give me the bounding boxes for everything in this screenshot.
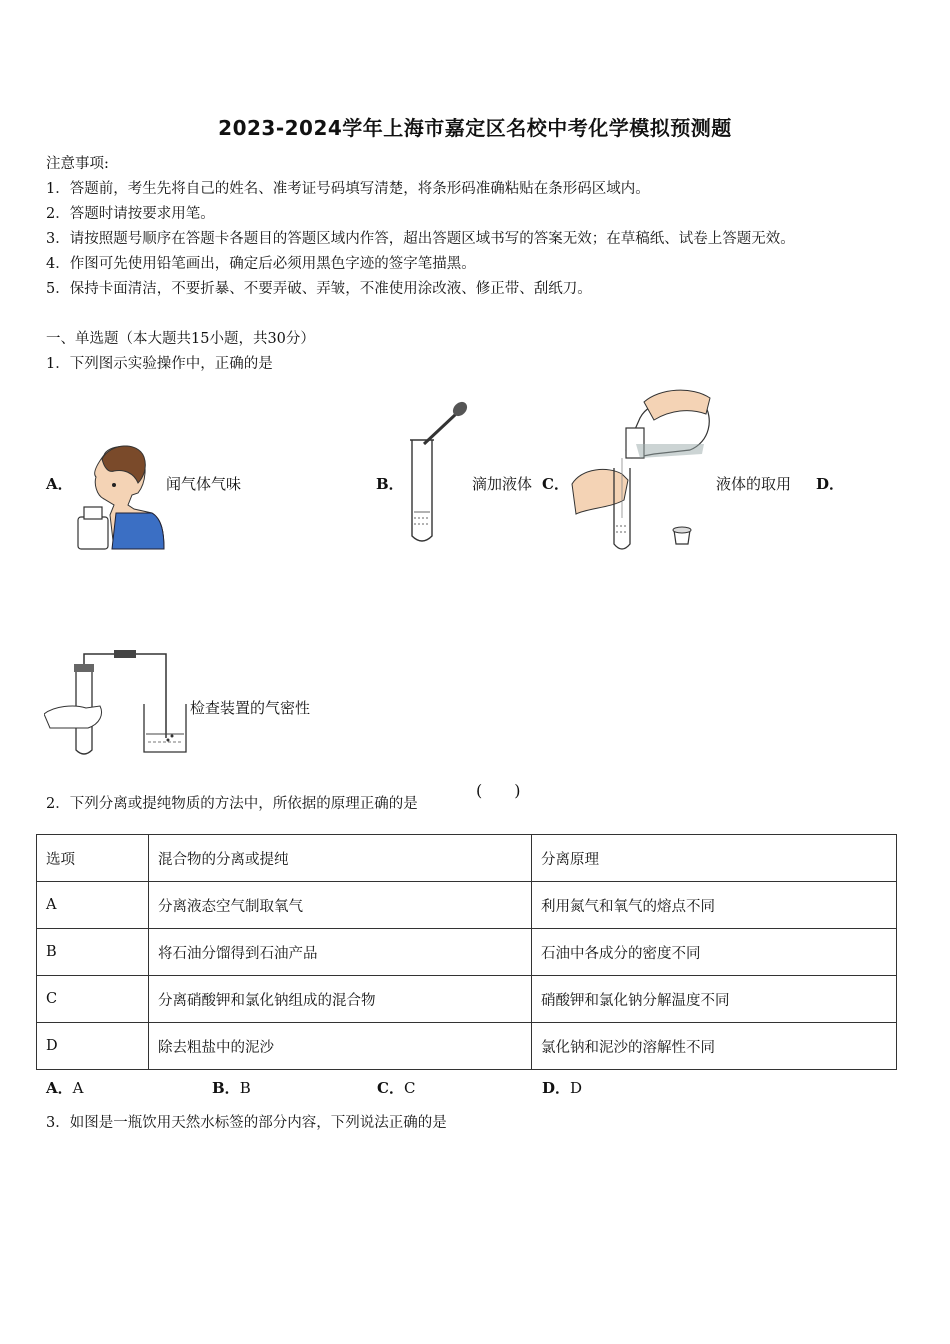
notice-item: 2．答题时请按要求用笔。 [46, 206, 215, 222]
notice-item: 5．保持卡面清洁，不要折暴、不要弄破、弄皱，不准使用涂改液、修正带、刮纸刀。 [46, 281, 592, 297]
table-cell: 石油中各成分的密度不同 [532, 929, 897, 976]
choice-d-label: D． [542, 1079, 571, 1097]
airtightness-check-illustration [44, 648, 192, 758]
table-cell: 硝酸钾和氯化钠分解温度不同 [532, 976, 897, 1023]
table-cell: A [37, 882, 149, 929]
option-b-label: B． [376, 475, 404, 493]
choice-b-value: B [239, 1079, 251, 1097]
table-cell: 将石油分馏得到石油产品 [149, 929, 532, 976]
choice-b [212, 1077, 251, 1098]
question-2-stem: 2．下列分离或提纯物质的方法中，所依据的原理正确的是 [46, 796, 418, 812]
pouring-liquid-illustration [570, 388, 718, 554]
choice-a-label: A． [46, 1079, 73, 1097]
question-3-stem: 3．如图是一瓶饮用天然水标签的部分内容，下列说法正确的是 [46, 1115, 447, 1131]
table-row [37, 1023, 897, 1070]
table-row [37, 882, 897, 929]
table-cell: 分离硝酸钾和氯化钠组成的混合物 [149, 976, 532, 1023]
choice-c-label: C． [377, 1079, 404, 1097]
dropper-into-tube-illustration [406, 400, 472, 548]
table-cell: 利用氮气和氧气的熔点不同 [532, 882, 897, 929]
question-1-stem: 1．下列图示实验操作中，正确的是 [46, 356, 273, 372]
notice-item: 3．请按照题号顺序在答题卡各题目的答题区域内作答，超出答题区域书写的答案无效；在草稿纸、试卷上答题无效。 [46, 231, 795, 247]
option-a-caption: 闻气体气味 [166, 475, 242, 493]
option-a-label: A． [46, 475, 73, 493]
option-d-caption: 检查装置的气密性 [190, 699, 311, 717]
choice-c-value: C [403, 1079, 416, 1097]
section-heading: 一、单选题（本大题共15小题，共30分） [46, 331, 315, 347]
table-cell: 氯化钠和泥沙的溶解性不同 [532, 1023, 897, 1070]
option-c-label: C． [542, 475, 569, 493]
choice-d-value: D [570, 1079, 583, 1097]
choice-a [46, 1077, 83, 1098]
choice-b-label: B． [212, 1079, 240, 1097]
smelling-gas-illustration [74, 443, 166, 551]
table-row [37, 929, 897, 976]
table-header-row [37, 835, 897, 882]
separation-table [36, 834, 897, 1070]
table-cell: 除去粗盐中的泥沙 [149, 1023, 532, 1070]
option-b-caption: 滴加液体 [472, 475, 533, 493]
table-header-cell: 混合物的分离或提纯 [149, 835, 532, 882]
notice-item: 4．作图可先使用铅笔画出，确定后必须用黑色字迹的签字笔描黑。 [46, 256, 476, 272]
answer-blank: ( ) [476, 781, 521, 800]
notice-heading: 注意事项: [46, 156, 109, 172]
option-c-caption: 液体的取用 [716, 475, 792, 493]
choice-c [377, 1077, 415, 1098]
table-cell: D [37, 1023, 149, 1070]
notice-item: 1．答题前，考生先将自己的姓名、准考证号码填写清楚，将条形码准确粘贴在条形码区域内。 [46, 181, 650, 197]
table-cell: 分离液态空气制取氧气 [149, 882, 532, 929]
exam-title: 2023-2024学年上海市嘉定区名校中考化学模拟预测题 [218, 116, 732, 140]
choice-d [542, 1077, 582, 1098]
option-d-label: D． [816, 475, 845, 493]
table-header-cell: 分离原理 [532, 835, 897, 882]
table-cell: C [37, 976, 149, 1023]
table-cell: B [37, 929, 149, 976]
table-header-cell: 选项 [37, 835, 149, 882]
table-row [37, 976, 897, 1023]
choice-a-value: A [72, 1079, 84, 1097]
